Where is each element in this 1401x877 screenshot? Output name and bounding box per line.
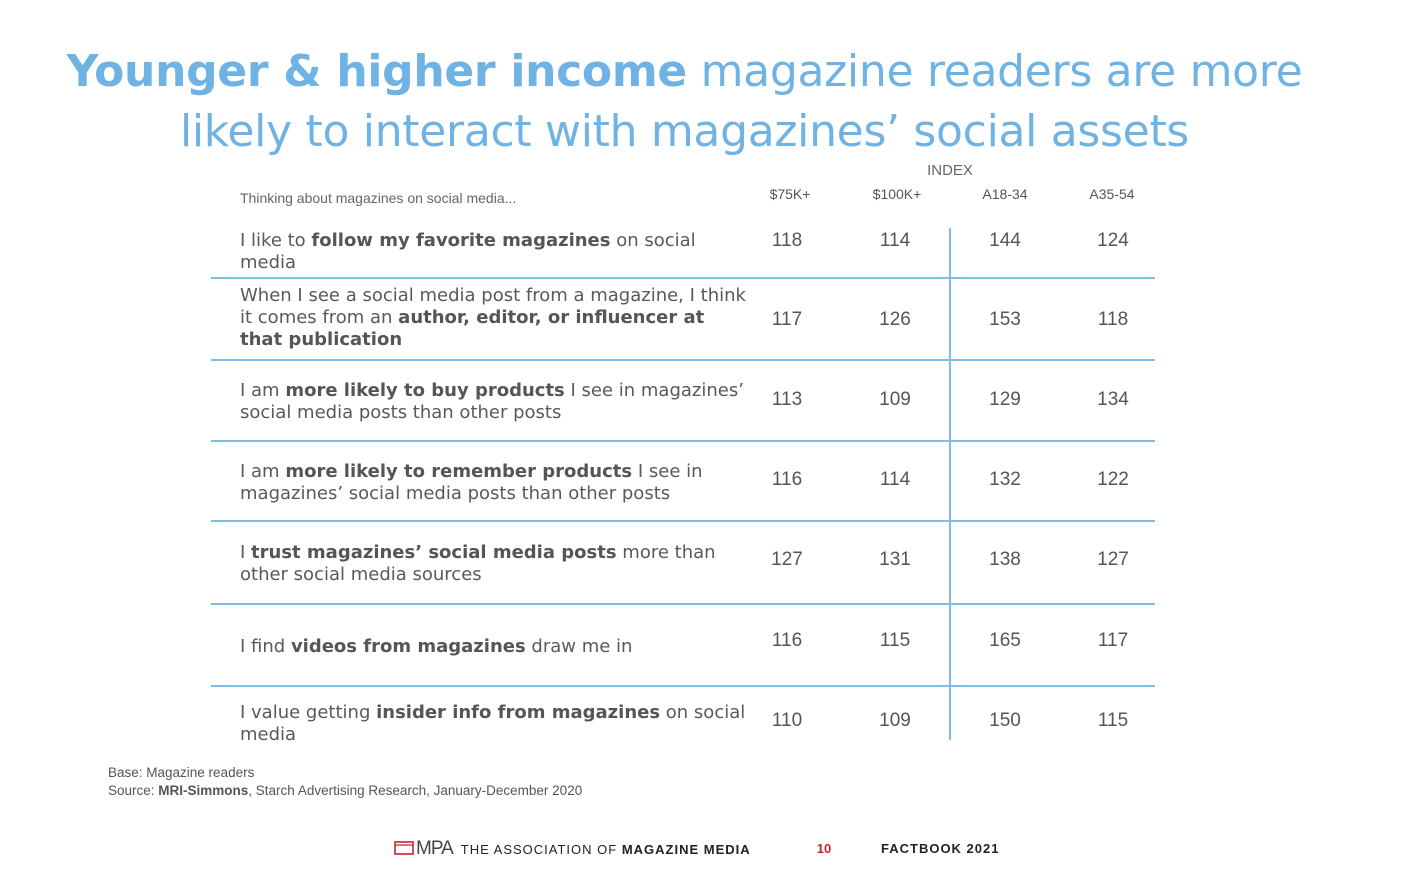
association-bold: MAGAZINE MEDIA [621, 841, 751, 857]
source-bold: MRI-Simmons [158, 783, 249, 798]
association-prefix: THE ASSOCIATION OF [460, 841, 622, 857]
index-value: 116 [771, 630, 803, 651]
index-value: 114 [879, 469, 911, 490]
index-value: 110 [771, 710, 803, 731]
column-header-100k: $100K+ [872, 186, 922, 202]
index-value: 150 [989, 710, 1021, 731]
source-rest: , Starch Advertising Research, January-December 2020 [248, 783, 583, 798]
index-value: 134 [1097, 389, 1129, 410]
index-value: 118 [771, 230, 803, 251]
row-statement: When I see a social media post from a magazine, I think it comes from an author, editor, or influencer at that publication [240, 285, 746, 350]
mpa-logo-icon [394, 840, 414, 859]
page-title-line-1 [0, 42, 1385, 102]
row-divider [211, 603, 1155, 605]
row-divider [211, 359, 1155, 361]
row-divider [211, 277, 1155, 279]
index-value: 129 [989, 389, 1021, 410]
index-value: 126 [879, 309, 911, 330]
factbook-label: FACTBOOK 2021 [881, 841, 1000, 856]
title-bold-part: Younger & higher income [66, 46, 687, 97]
index-value: 109 [879, 389, 911, 410]
page-title-line-2: likely to interact with magazines’ social assets [179, 106, 1190, 157]
source-prefix: Source: [108, 783, 159, 798]
title-rest-part: magazine readers are more [686, 46, 1303, 97]
footer-brand [394, 838, 751, 860]
index-value: 127 [1097, 549, 1129, 570]
index-value: 109 [879, 710, 911, 731]
column-header-a35-54: A35-54 [1089, 186, 1135, 202]
row-divider [211, 440, 1155, 442]
row-statement: I like to follow my favorite magazines on social media [240, 230, 696, 273]
row-statement: I am more likely to remember products I see in magazines’ social media posts than other posts [240, 461, 703, 504]
index-label: INDEX [927, 162, 973, 179]
page-number: 10 [816, 841, 832, 856]
index-value: 132 [989, 469, 1021, 490]
column-header-75k: $75K+ [769, 186, 811, 202]
row-statement: I value getting insider info from magazines on social media [240, 702, 746, 745]
column-divider [949, 228, 951, 740]
column-header-a18-34: A18-34 [982, 186, 1028, 202]
index-value: 113 [771, 389, 803, 410]
index-value: 138 [989, 549, 1021, 570]
index-value: 115 [1097, 710, 1129, 731]
association-text [461, 842, 751, 857]
row-divider [211, 520, 1155, 522]
index-value: 117 [771, 309, 803, 330]
mpa-logo-text: MPA [416, 838, 453, 859]
index-value: 122 [1097, 469, 1129, 490]
index-value: 165 [989, 630, 1021, 651]
index-value: 118 [1097, 309, 1129, 330]
index-value: 131 [879, 549, 911, 570]
index-value: 117 [1097, 630, 1129, 651]
index-value: 124 [1097, 230, 1129, 251]
row-statement: I am more likely to buy products I see in magazines’ social media posts than other posts [240, 380, 744, 423]
index-value: 144 [989, 230, 1021, 251]
base-note: Base: Magazine readers [108, 765, 255, 780]
index-value: 114 [879, 230, 911, 251]
row-divider [211, 685, 1155, 687]
index-value: 116 [771, 469, 803, 490]
source-note [108, 783, 582, 798]
index-value: 127 [771, 549, 803, 570]
table-intro: Thinking about magazines on social media... [240, 190, 517, 206]
index-value: 153 [989, 309, 1021, 330]
index-value: 115 [879, 630, 911, 651]
row-statement: I find videos from magazines draw me in [240, 636, 633, 657]
row-statement: I trust magazines’ social media posts more than other social media sources [240, 542, 716, 585]
